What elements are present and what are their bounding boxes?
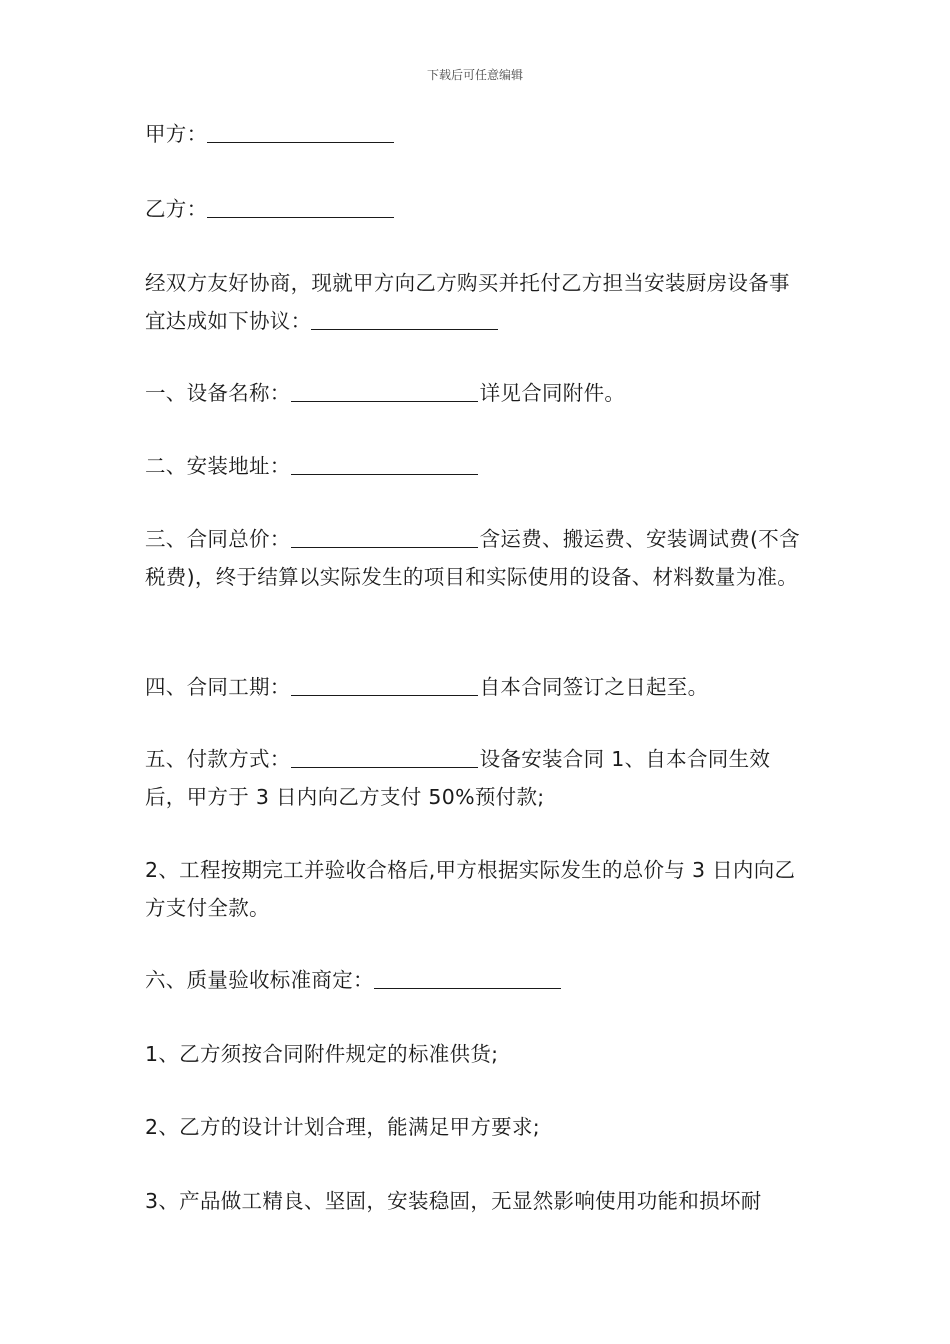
quality-item-1: 1、乙方须按合同附件规定的标准供货; — [145, 1042, 499, 1066]
intro-blank[interactable] — [311, 309, 498, 330]
intro-paragraph — [145, 265, 810, 340]
clause-3-label: 三、合同总价： — [145, 527, 291, 551]
quality-item-2: 2、乙方的设计计划合理，能满足甲方要求; — [145, 1115, 540, 1139]
clause-1-label: 一、设备名称： — [145, 381, 291, 405]
payment-item-2: 2、工程按期完工并验收合格后,甲方根据实际发生的总价与 3 日内向乙方支付全款。 — [145, 858, 796, 920]
clause-5-text: 设备安装合同 1、自本合同生效后，甲方于 3 日内向乙方支付 50%预付款; — [145, 747, 771, 809]
payment-method-blank[interactable] — [291, 747, 478, 768]
page-header: 下载后可任意编辑 — [426, 68, 523, 82]
clause-1 — [145, 375, 810, 413]
equipment-name-blank[interactable] — [291, 381, 478, 402]
clause-4 — [145, 669, 810, 707]
clause-2 — [145, 448, 810, 486]
intro-text: 经双方友好协商，现就甲方向乙方购买并托付乙方担当安装厨房设备事宜达成如下协议： — [145, 271, 790, 333]
party-a-label: 甲方： — [145, 122, 208, 146]
party-b-line — [145, 191, 810, 229]
duration-blank[interactable] — [291, 675, 478, 696]
clause-1-text: 详见合同附件。 — [479, 381, 626, 405]
quality-item-3: 3、产品做工精良、坚固，安装稳固，无显然影响使用功能和损坏耐 — [145, 1189, 762, 1213]
quality-standard-blank[interactable] — [374, 968, 561, 989]
party-a-line — [145, 116, 810, 154]
party-b-blank[interactable] — [207, 197, 394, 218]
install-address-blank[interactable] — [291, 454, 478, 475]
clause-6 — [145, 962, 810, 1000]
clause-3 — [145, 521, 810, 596]
clause-2-label: 二、安装地址： — [145, 454, 291, 478]
total-price-blank[interactable] — [291, 527, 478, 548]
party-a-blank[interactable] — [207, 122, 394, 143]
party-b-label: 乙方： — [145, 197, 208, 221]
clause-6-label: 六、质量验收标准商定： — [145, 968, 374, 992]
clause-5 — [145, 741, 810, 816]
clause-4-label: 四、合同工期： — [145, 675, 291, 699]
clause-3-text: 含运费、搬运费、安装调试费(不含税费)，终于结算以实际发生的项目和实际使用的设备、材料数量为准。 — [145, 527, 800, 589]
clause-4-text: 自本合同签订之日起至。 — [479, 675, 709, 699]
clause-5-label: 五、付款方式： — [145, 747, 291, 771]
